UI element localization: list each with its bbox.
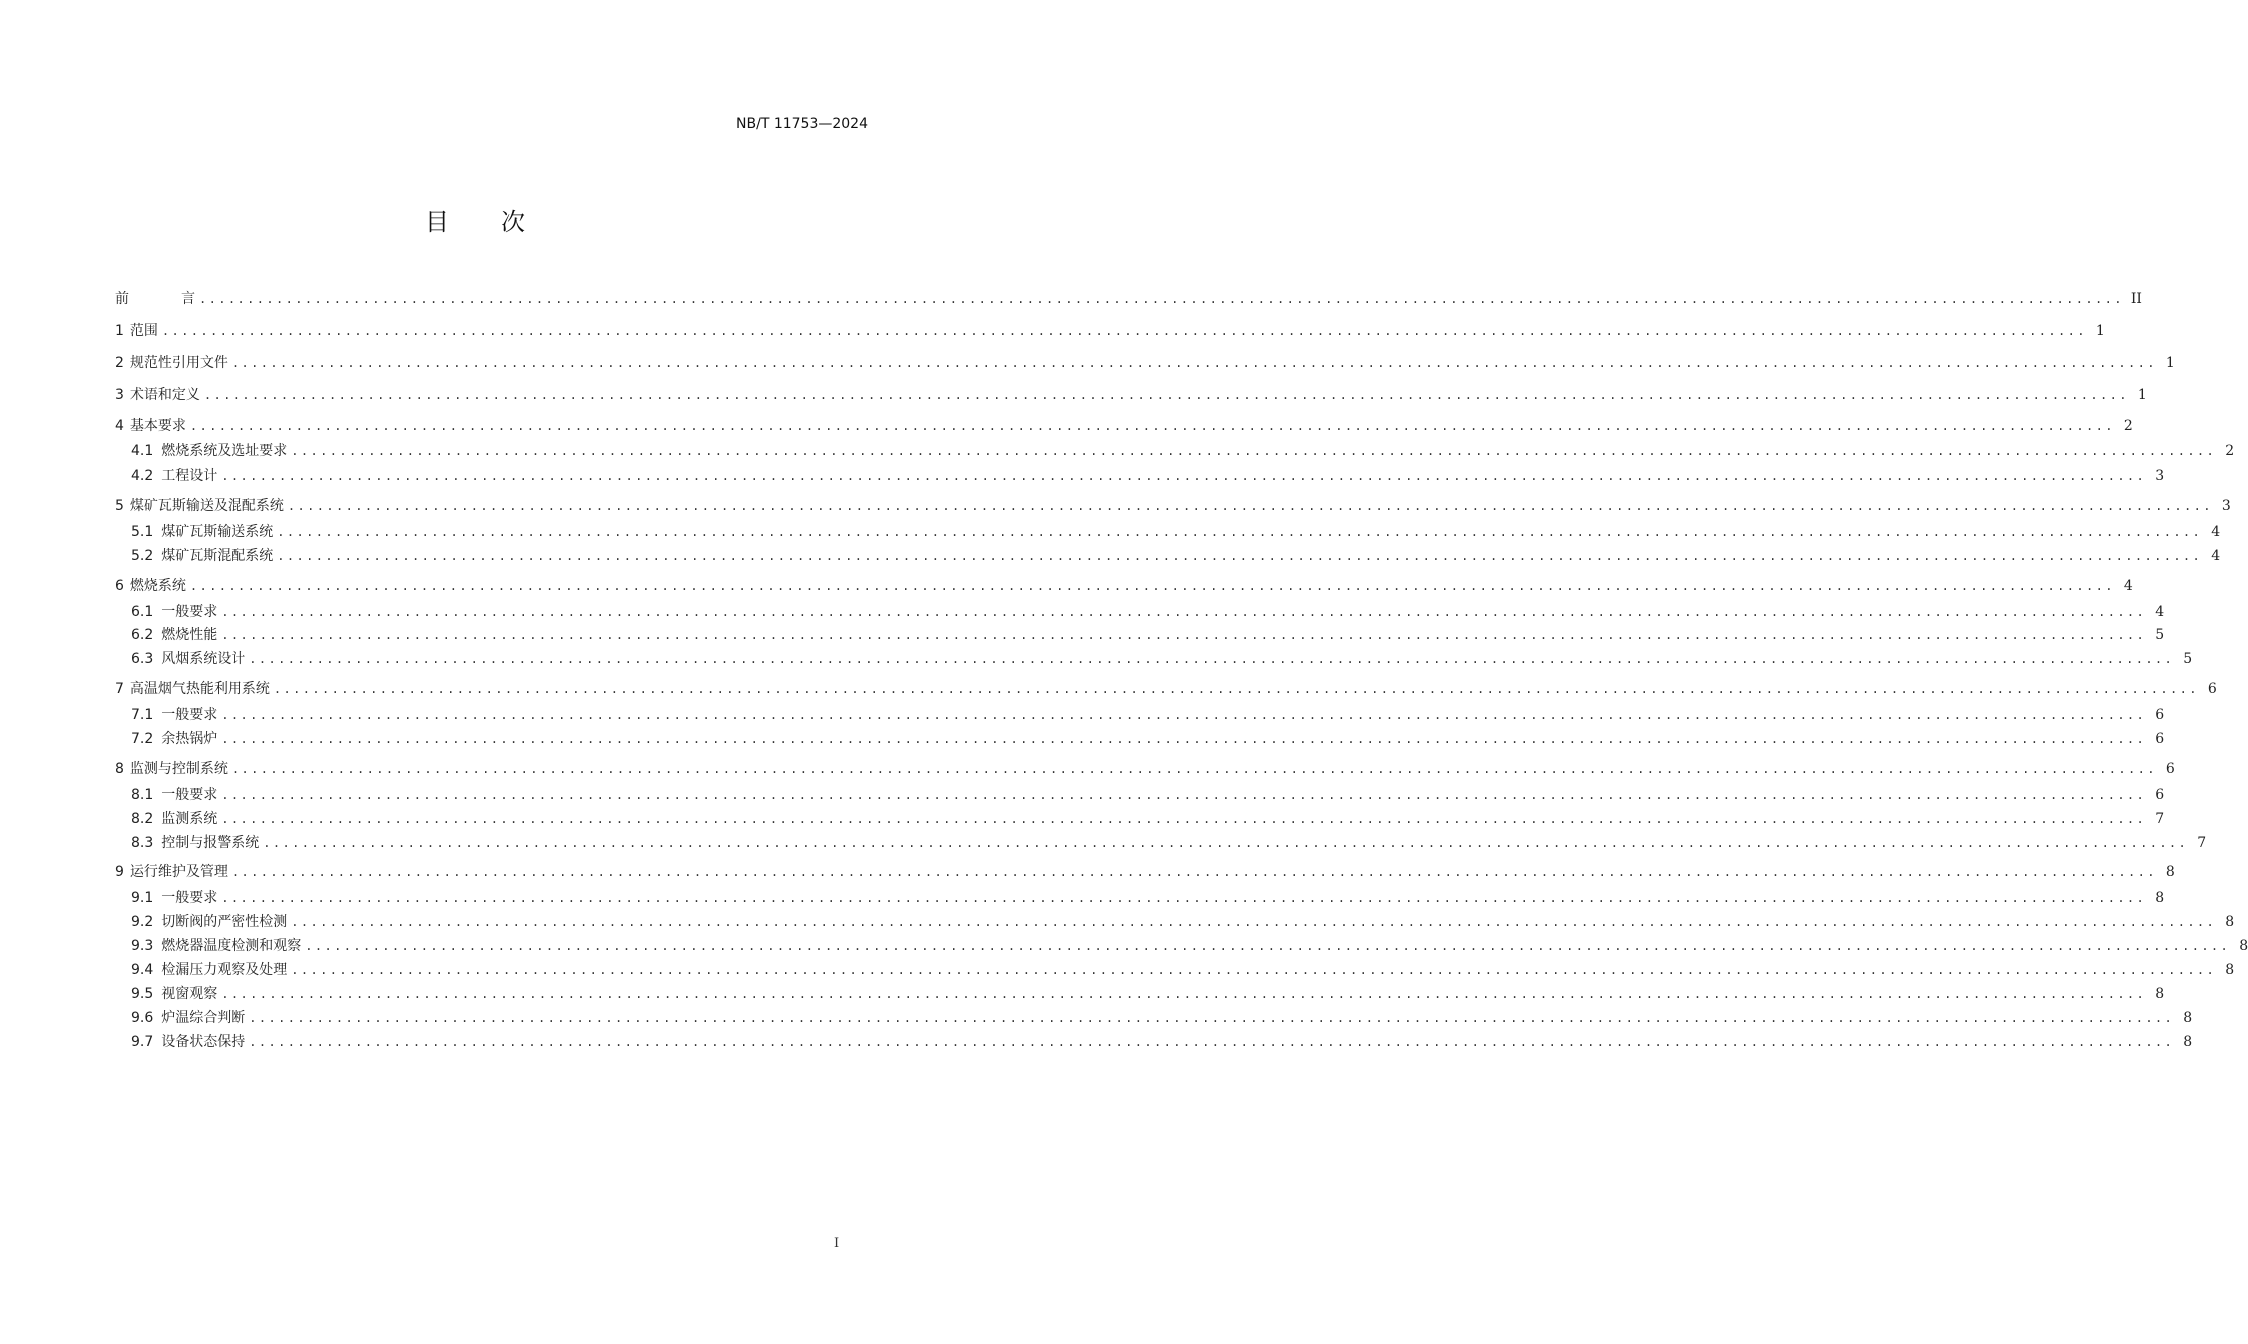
toc-entry-label: 术语和定义 — [129, 387, 200, 403]
leader-dots: ........................................................................................................................................................................................................ — [221, 987, 2147, 1001]
leader-dots: ........................................................................................................................................................................................................ — [249, 1011, 2175, 1025]
toc-entry-label: 检漏压力观察及处理 — [161, 962, 288, 978]
toc-entry-page: 7 — [2155, 811, 2165, 827]
toc-entry-page: 2 — [2225, 443, 2235, 459]
toc-entry[interactable] — [115, 679, 2217, 699]
toc-entry[interactable] — [115, 353, 2175, 373]
toc-entry-number: 8 — [115, 761, 124, 777]
toc-entry[interactable] — [131, 936, 2248, 956]
toc-entry[interactable] — [131, 625, 2165, 645]
toc-entry-label: 一般要求 — [161, 890, 218, 906]
toc-entry-label: 一般要求 — [161, 787, 218, 803]
toc-entry-label: 工程设计 — [161, 468, 218, 484]
toc-entry-label: 一般要求 — [161, 707, 218, 723]
toc-entry-number: 4.2 — [131, 468, 154, 484]
leader-dots: ........................................................................................................................................................................................................ — [161, 324, 2087, 338]
toc-entry-page: 6 — [2155, 707, 2165, 723]
toc-entry-number: 5.1 — [131, 524, 154, 540]
toc-entry[interactable] — [131, 705, 2165, 725]
toc-entry[interactable] — [131, 522, 2221, 542]
title-char-1: 目 — [425, 208, 449, 236]
toc-entry-label: 视窗观察 — [161, 986, 218, 1002]
toc-entry-label: 燃烧系统 — [129, 578, 186, 594]
toc-entry-number: 7 — [115, 681, 124, 697]
toc-entry-page: 6 — [2155, 787, 2165, 803]
toc-entry-label: 高温烟气热能利用系统 — [129, 681, 270, 697]
toc-entry-number: 7.2 — [131, 731, 154, 747]
leader-dots: ........................................................................................................................................................................................................ — [277, 525, 2203, 539]
toc-entry-label: 监测与控制系统 — [129, 761, 228, 777]
toc-entry-page: 1 — [2165, 355, 2175, 371]
toc-entry-label: 燃烧性能 — [161, 627, 218, 643]
leader-dots: ........................................................................................................................................................................................................ — [189, 419, 2115, 433]
toc-entry-number: 9.5 — [131, 986, 154, 1002]
toc-entry[interactable] — [115, 862, 2175, 882]
toc-entry[interactable] — [115, 385, 2147, 405]
toc-entry[interactable] — [115, 759, 2175, 779]
toc-entry-page: 4 — [2155, 604, 2165, 620]
toc-entry[interactable] — [115, 496, 2231, 516]
toc-entry-label: 煤矿瓦斯输送系统 — [161, 524, 274, 540]
toc-entry-label: 设备状态保持 — [161, 1034, 246, 1050]
toc-entry[interactable] — [131, 649, 2193, 669]
preface-char-2: 言 — [181, 291, 195, 307]
toc-entry-label: 一般要求 — [161, 604, 218, 620]
leader-dots: ........................................................................................................................................................................................................ — [221, 891, 2147, 905]
toc-entry[interactable] — [131, 785, 2165, 805]
leader-dots: ........................................................................................................................................................................................................ — [231, 356, 2157, 370]
toc-entry[interactable] — [131, 466, 2165, 486]
leader-dots: ........................................................................................................................................................................................................ — [231, 762, 2157, 776]
toc-entry-page: 5 — [2155, 627, 2165, 643]
toc-entry-page: 6 — [2155, 731, 2165, 747]
leader-dots: ........................................................................................................................................................................................................ — [287, 499, 2213, 513]
page-title — [0, 202, 950, 237]
toc-entry-number: 9 — [115, 864, 124, 880]
preface-char-1: 前 — [115, 291, 129, 307]
toc-entry-number: 6.1 — [131, 604, 154, 620]
footer-page-number: I — [834, 1236, 840, 1251]
leader-dots: ........................................................................................................................................................................................................ — [277, 549, 2203, 563]
toc-entry-label: 燃烧系统及选址要求 — [161, 443, 288, 459]
toc-entry-label: 燃烧器温度检测和观察 — [161, 938, 302, 954]
toc-entry-label: 切断阀的严密性检测 — [161, 914, 288, 930]
toc-entry-number: 8.1 — [131, 787, 154, 803]
toc-entry[interactable] — [131, 602, 2165, 622]
toc-entry-label: 监测系统 — [161, 811, 218, 827]
toc-entry-page: 3 — [2221, 498, 2231, 514]
toc-entry-page: 8 — [2225, 962, 2235, 978]
toc-entry-page: 2 — [2123, 418, 2133, 434]
toc-entry-page: 5 — [2183, 651, 2193, 667]
toc-entry-label: 风烟系统设计 — [161, 651, 246, 667]
toc-entry-label: 炉温综合判断 — [161, 1010, 246, 1026]
toc-entry-number: 6.2 — [131, 627, 154, 643]
toc-entry[interactable] — [131, 888, 2165, 908]
toc-entry-page: 4 — [2211, 524, 2221, 540]
toc-entry-label: 规范性引用文件 — [129, 355, 228, 371]
toc-entry-page: 1 — [2095, 323, 2105, 339]
title-char-2: 次 — [501, 208, 525, 236]
leader-dots: ........................................................................................................................................................................................................ — [221, 469, 2147, 483]
leader-dots: ........................................................................................................................................................................................................ — [199, 292, 2124, 306]
toc-entry[interactable] — [131, 833, 2207, 853]
toc-entry-page: 8 — [2225, 914, 2235, 930]
toc-entry-number: 9.3 — [131, 938, 154, 954]
toc-entry-number: 4.1 — [131, 443, 154, 459]
toc-entry-label: 煤矿瓦斯输送及混配系统 — [129, 498, 284, 514]
leader-dots: ........................................................................................................................................................................................................ — [221, 812, 2147, 826]
toc-entry-page: 8 — [2183, 1010, 2193, 1026]
toc-entry-number: 3 — [115, 387, 124, 403]
toc-entry[interactable] — [131, 441, 2235, 461]
toc-entry-page: 4 — [2123, 578, 2133, 594]
leader-dots: ........................................................................................................................................................................................................ — [291, 444, 2217, 458]
toc-entry-number: 6 — [115, 578, 124, 594]
leader-dots: ........................................................................................................................................................................................................ — [221, 708, 2147, 722]
toc-entry-label: 控制与报警系统 — [161, 835, 260, 851]
toc-entry[interactable] — [131, 809, 2165, 829]
toc-entry-page: 6 — [2165, 761, 2175, 777]
toc-entry-page: 8 — [2183, 1034, 2193, 1050]
leader-dots: ........................................................................................................................................................................................................ — [263, 836, 2189, 850]
toc-entry-label: 煤矿瓦斯混配系统 — [161, 548, 274, 564]
leader-dots: ........................................................................................................................................................................................................ — [221, 788, 2147, 802]
toc-entry-page: 6 — [2207, 681, 2217, 697]
leader-dots: ........................................................................................................................................................................................................ — [221, 605, 2147, 619]
toc-entry-page: 8 — [2155, 890, 2165, 906]
toc-entry-page: 3 — [2155, 468, 2165, 484]
toc-entry-number: 1 — [115, 323, 124, 339]
toc-entry-number: 7.1 — [131, 707, 154, 723]
toc-entry[interactable] — [131, 1008, 2193, 1028]
leader-dots: ........................................................................................................................................................................................................ — [189, 579, 2115, 593]
leader-dots: ........................................................................................................................................................................................................ — [203, 388, 2129, 402]
toc-entry-number: 9.1 — [131, 890, 154, 906]
leader-dots: ........................................................................................................................................................................................................ — [305, 939, 2231, 953]
toc-entry-page: 8 — [2239, 938, 2248, 954]
toc-entry-number: 2 — [115, 355, 124, 371]
toc-entry[interactable] — [131, 546, 2221, 566]
toc-entry-number: 9.7 — [131, 1034, 154, 1050]
toc-entry-page: 7 — [2197, 835, 2207, 851]
leader-dots: ........................................................................................................................................................................................................ — [291, 915, 2217, 929]
toc-entry-number: 4 — [115, 418, 124, 434]
toc-entry[interactable] — [131, 984, 2165, 1004]
toc-entry-number: 9.4 — [131, 962, 154, 978]
toc-entry[interactable] — [115, 321, 2105, 341]
toc-entry-number: 9.2 — [131, 914, 154, 930]
toc-entry-preface[interactable] — [115, 289, 2142, 309]
leader-dots: ........................................................................................................................................................................................................ — [231, 865, 2157, 879]
standard-code: NB/T 11753—2024 — [736, 116, 868, 132]
leader-dots: ........................................................................................................................................................................................................ — [221, 732, 2147, 746]
toc-entry[interactable] — [131, 912, 2235, 932]
toc-entry[interactable] — [131, 1032, 2193, 1052]
toc-entry-page: 8 — [2155, 986, 2165, 1002]
toc-entry[interactable] — [131, 960, 2235, 980]
toc-entry-number: 8.2 — [131, 811, 154, 827]
toc-entry-number: 5 — [115, 498, 124, 514]
toc-entry-page: 4 — [2211, 548, 2221, 564]
toc-entry[interactable] — [115, 576, 2133, 596]
toc-entry-number: 9.6 — [131, 1010, 154, 1026]
toc-entry-page: II — [2130, 291, 2142, 307]
leader-dots: ........................................................................................................................................................................................................ — [249, 652, 2175, 666]
toc-entry-label — [115, 289, 195, 309]
toc-entry-number: 5.2 — [131, 548, 154, 564]
toc-entry-page: 8 — [2165, 864, 2175, 880]
toc-entry-label: 运行维护及管理 — [129, 864, 228, 880]
leader-dots: ........................................................................................................................................................................................................ — [273, 682, 2199, 696]
toc-entry-number: 8.3 — [131, 835, 154, 851]
toc-entry-page: 1 — [2137, 387, 2147, 403]
toc-entry[interactable] — [131, 729, 2165, 749]
toc-entry-label: 基本要求 — [129, 418, 186, 434]
leader-dots: ........................................................................................................................................................................................................ — [221, 628, 2147, 642]
leader-dots: ........................................................................................................................................................................................................ — [291, 963, 2217, 977]
leader-dots: ........................................................................................................................................................................................................ — [249, 1035, 2175, 1049]
toc-entry[interactable] — [115, 416, 2133, 436]
toc-entry-number: 6.3 — [131, 651, 154, 667]
toc-entry-label: 范围 — [129, 323, 158, 339]
toc-entry-label: 余热锅炉 — [161, 731, 218, 747]
